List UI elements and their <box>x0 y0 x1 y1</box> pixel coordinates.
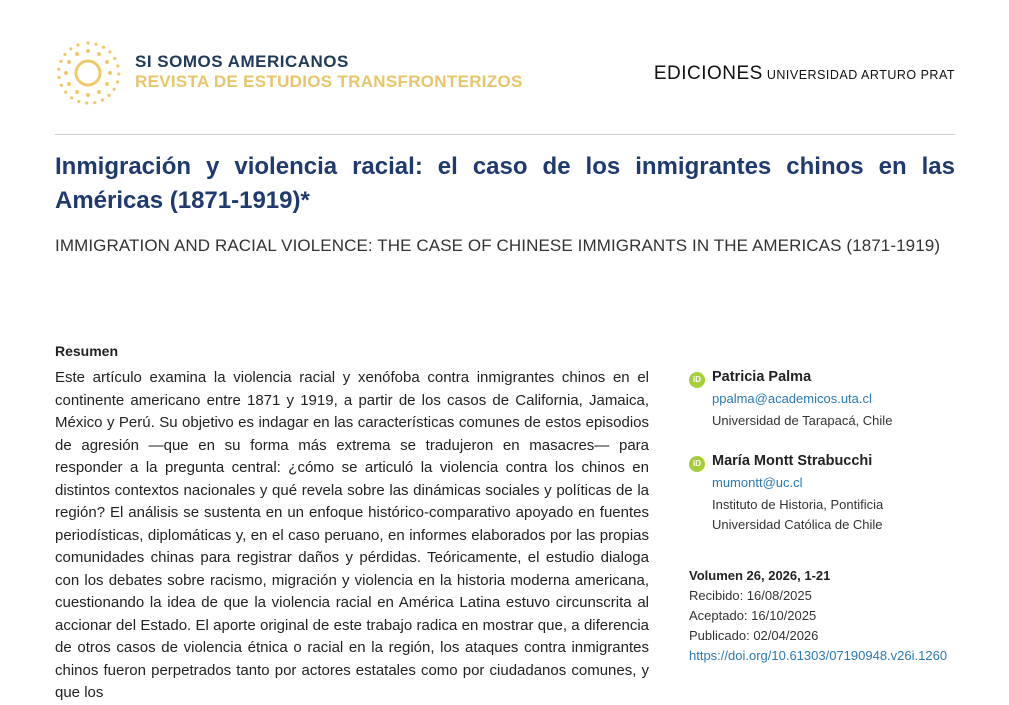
orcid-icon[interactable]: iD <box>689 372 705 388</box>
doi-link[interactable]: https://doi.org/10.61303/07190948.v26i.1260 <box>689 648 948 663</box>
author-affiliation: Universidad de Tarapacá, Chile <box>712 413 893 428</box>
journal-brand <box>135 52 523 92</box>
article-meta <box>689 566 989 666</box>
author-name: Patricia Palma <box>712 369 812 385</box>
orcid-icon[interactable]: iD <box>689 456 705 472</box>
author-name: María Montt Strabucchi <box>712 453 873 469</box>
abstract-heading: Resumen <box>55 343 119 359</box>
published-date: Publicado: 02/04/2026 <box>689 628 819 643</box>
author-email-link[interactable]: mumontt@uc.cl <box>712 475 803 490</box>
author-email-link[interactable]: ppalma@academicos.uta.cl <box>712 391 872 406</box>
journal-name: SI SOMOS AMERICANOS <box>135 52 349 71</box>
article-title-english: IMMIGRATION AND RACIAL VIOLENCE: THE CASE OF CHINESE IMMIGRANTS IN THE AMERICAS (1871-1919) <box>55 236 941 255</box>
author-affiliation: Instituto de Historia, Pontificia Universidad Católica de Chile <box>712 497 884 532</box>
publisher-logo <box>654 63 955 85</box>
journal-header <box>55 40 955 106</box>
accepted-date: Aceptado: 16/10/2025 <box>689 608 817 623</box>
article-title: Inmigración y violencia racial: el caso de los inmigrantes chinos en las Américas (1871-1919)* <box>55 153 955 214</box>
publisher-sub: UNIVERSIDAD ARTURO PRAT <box>766 68 955 82</box>
journal-subtitle: REVISTA DE ESTUDIOS TRANSFRONTERIZOS <box>135 72 523 91</box>
publisher-main: EDICIONES <box>653 63 763 84</box>
received-date: Recibido: 16/08/2025 <box>689 588 812 603</box>
header-divider <box>55 134 955 135</box>
abstract-text: Este artículo examina la violencia racial y xenófoba contra inmigrantes chinos en el continente americano entre 1871 y 1919, a partir de los casos de California, Jamaica, México y Perú. Su objetivo es indagar en las características comunes de estos episodios de agresión —que en su forma más extrema se tradujeron en masacres— para responder a la pregunta central: ¿cómo se articuló la violencia contra los chinos en distintos contextos nacionales y qué revela sobre las dinámicas sociales y políticas de la región? El análisis se sustenta en un enfoque histórico-comparativo apoyado en fuentes periodísticas, diplomáticas y, en el caso peruano, en informes elaborados por las propias comunidades chinas para registrar daños y pérdidas. Teóricamente, el estudio dialoga con los debates sobre racismo, migración y violencia en la historia moderna americana, cuestionando la idea de que la violencia racial en América Latina estuvo circunscrita al accionar del Estado. El aporte original de este trabajo radica en mostrar que, a diferencia de otros casos de violencia étnica o racial en la región, los ataques contra inmigrantes chinos fueron perpetrados tanto por actores estatales como por ciudadanos comunes, y que los <box>55 369 649 701</box>
sun-icon <box>55 40 121 106</box>
volume-info: Volumen 26, 2026, 1-21 <box>689 568 831 583</box>
